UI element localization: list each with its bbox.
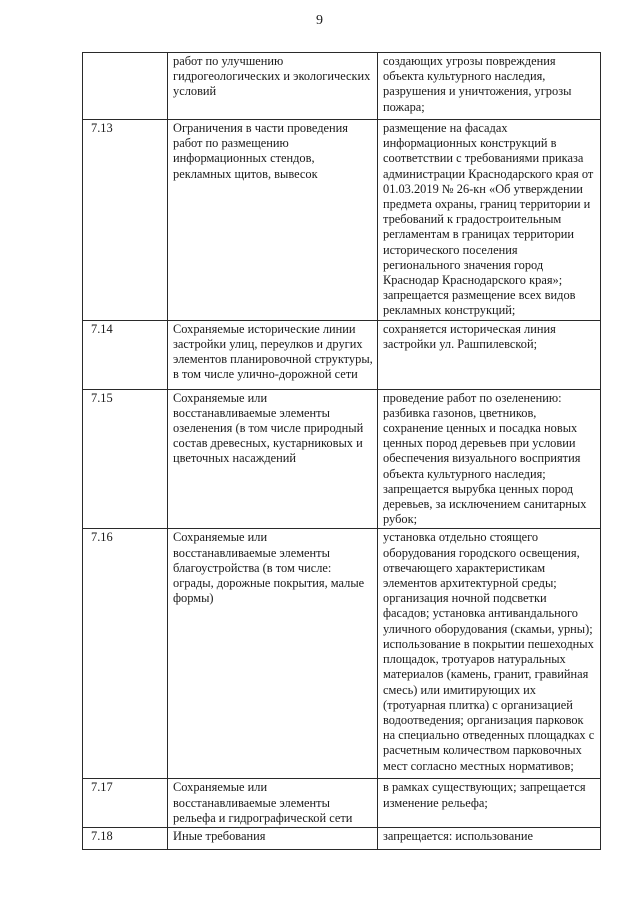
row-requirements-cell: установка отдельно стоящего оборудования городского освещения, отвечающего характеристикам элементов архитектурной среды; организация ночной подсветки фасадов; установка антивандального уличного оборудования (скамьи, урны); использование в покрытии пешеходных площадок, тротуаров натуральных материалов (камень, гранит, гравийная смесь) или имитирующих их (тротуарная плитка) с организацией водоотведения; организация парковок на специально отведенных площадках с расчетным количеством парковочных мест согласно местных нормативов; — [378, 529, 601, 779]
row-number-cell: 7.14 — [83, 320, 168, 389]
row-name-cell: Сохраняемые или восстанавливаемые элементы благоустройства (в том числе: ограды, дорожные покрытия, малые формы) — [168, 529, 378, 779]
requirements-table — [82, 52, 601, 850]
page-number: 9 — [316, 13, 323, 28]
table-row — [83, 529, 601, 779]
table-row — [83, 53, 601, 120]
table-row — [83, 389, 601, 529]
table-row — [83, 320, 601, 389]
table-row — [83, 120, 601, 321]
row-requirements-cell: проведение работ по озеленению: разбивка газонов, цветников, сохранение ценных и посадка новых ценных пород деревьев при условии обеспечения визуального восприятия объекта культурного наследия; запрещается вырубка ценных пород деревьев, за исключением санитарных рубок; — [378, 389, 601, 529]
row-number-cell: 7.15 — [83, 389, 168, 529]
table-row — [83, 828, 601, 850]
row-name-cell: Иные требования — [168, 828, 378, 850]
row-name-cell: Сохраняемые или восстанавливаемые элементы рельефа и гидрографической сети — [168, 779, 378, 828]
table-row — [83, 779, 601, 828]
row-number-cell — [83, 53, 168, 120]
row-requirements-cell: в рамках существующих; запрещается изменение рельефа; — [378, 779, 601, 828]
row-name-cell: работ по улучшению гидрогеологических и экологических условий — [168, 53, 378, 120]
row-number-cell: 7.16 — [83, 529, 168, 779]
row-name-cell: Сохраняемые или восстанавливаемые элементы озеленения (в том числе природный состав древесных, кустарниковых и цветочных насаждений — [168, 389, 378, 529]
row-requirements-cell: размещение на фасадах информационных конструкций в соответствии с требованиями приказа администрации Краснодарского края от 01.03.2019 № 26-кн «Об утверждении предмета охраны, границ территории и требований к градостроительным регламентам в границах территории исторического поселения регионального значения город Краснодар Краснодарского края»; запрещается размещение всех видов рекламных конструкций; — [378, 120, 601, 321]
row-requirements-cell: создающих угрозы повреждения объекта культурного наследия, разрушения и уничтожения, угрозы пожара; — [378, 53, 601, 120]
row-number-cell: 7.18 — [83, 828, 168, 850]
row-requirements-cell: сохраняется историческая линия застройки ул. Рашпилевской; — [378, 320, 601, 389]
row-number-cell: 7.13 — [83, 120, 168, 321]
row-name-cell: Сохраняемые исторические линии застройки улиц, переулков и других элементов планировочной структуры, в том числе улично-дорожной сети — [168, 320, 378, 389]
row-number-cell: 7.17 — [83, 779, 168, 828]
row-name-cell: Ограничения в части проведения работ по размещению информационных стендов, рекламных щитов, вывесок — [168, 120, 378, 321]
row-requirements-cell: запрещается: использование — [378, 828, 601, 850]
